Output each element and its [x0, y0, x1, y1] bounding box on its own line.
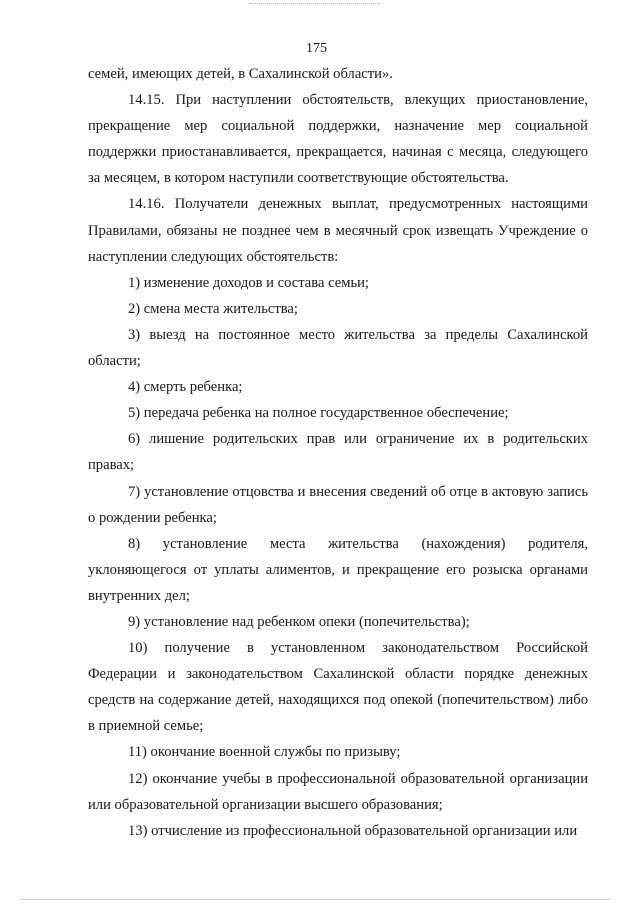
list-item-9: 9) установление над ребенком опеки (попечительства); [128, 613, 470, 630]
list-item-4: 4) смерть ребенка; [128, 379, 243, 396]
list-item-5: 5) передача ребенка на полное государственное обеспечение; [128, 405, 509, 422]
list-item-12: 12) окончание учебы в профессиональной образовательной организации или образовательной организации высшего образования; [88, 770, 588, 813]
list-item-13: 13) отчисление из профессиональной образовательной организации или [128, 822, 578, 839]
scan-artifact-top [250, 3, 380, 6]
scan-artifact-bottom [20, 899, 610, 901]
paragraph-14-15: 14.15. При наступлении обстоятельств, влекущих приостановление, прекращение мер социальной поддержки, назначение мер социальной поддержки приостанавливается, прекращается, начиная с месяца, следующего за месяцем, в котором наступили соответствующие обстоятельства. [88, 92, 588, 187]
list-item-10: 10) получение в установленном законодательством Российской Федерации и законодательством Сахалинской области порядке денежных средств на содержание детей, находящихся под опекой (попечительством) либо в приемной семье; [88, 640, 588, 735]
list-item-7: 7) установление отцовства и внесения сведений об отце в актовую запись о рождении ребенка; [88, 483, 588, 526]
list-item-11: 11) окончание военной службы по призыву; [128, 744, 401, 761]
list-item-6: 6) лишение родительских прав или ограничение их в родительских правах; [88, 431, 588, 474]
paragraph-14-16: 14.16. Получатели денежных выплат, предусмотренных настоящими Правилами, обязаны не позднее чем в месячный срок извещать Учреждение о наступлении следующих обстоятельств: [88, 196, 588, 265]
list-item-8: 8) установление места жительства (нахождения) родителя, уклоняющегося от уплаты алиментов, и прекращение его розыска органами внутренних дел; [88, 535, 588, 604]
paragraph-continuation: семей, имеющих детей, в Сахалинской области». [88, 66, 393, 82]
list-item-1: 1) изменение доходов и состава семьи; [128, 274, 369, 291]
list-item-2: 2) смена места жительства; [128, 300, 298, 317]
page-number: 175 [306, 41, 327, 56]
document-body [88, 61, 588, 844]
list-item-3: 3) выезд на постоянное место жительства за пределы Сахалинской области; [88, 326, 588, 370]
